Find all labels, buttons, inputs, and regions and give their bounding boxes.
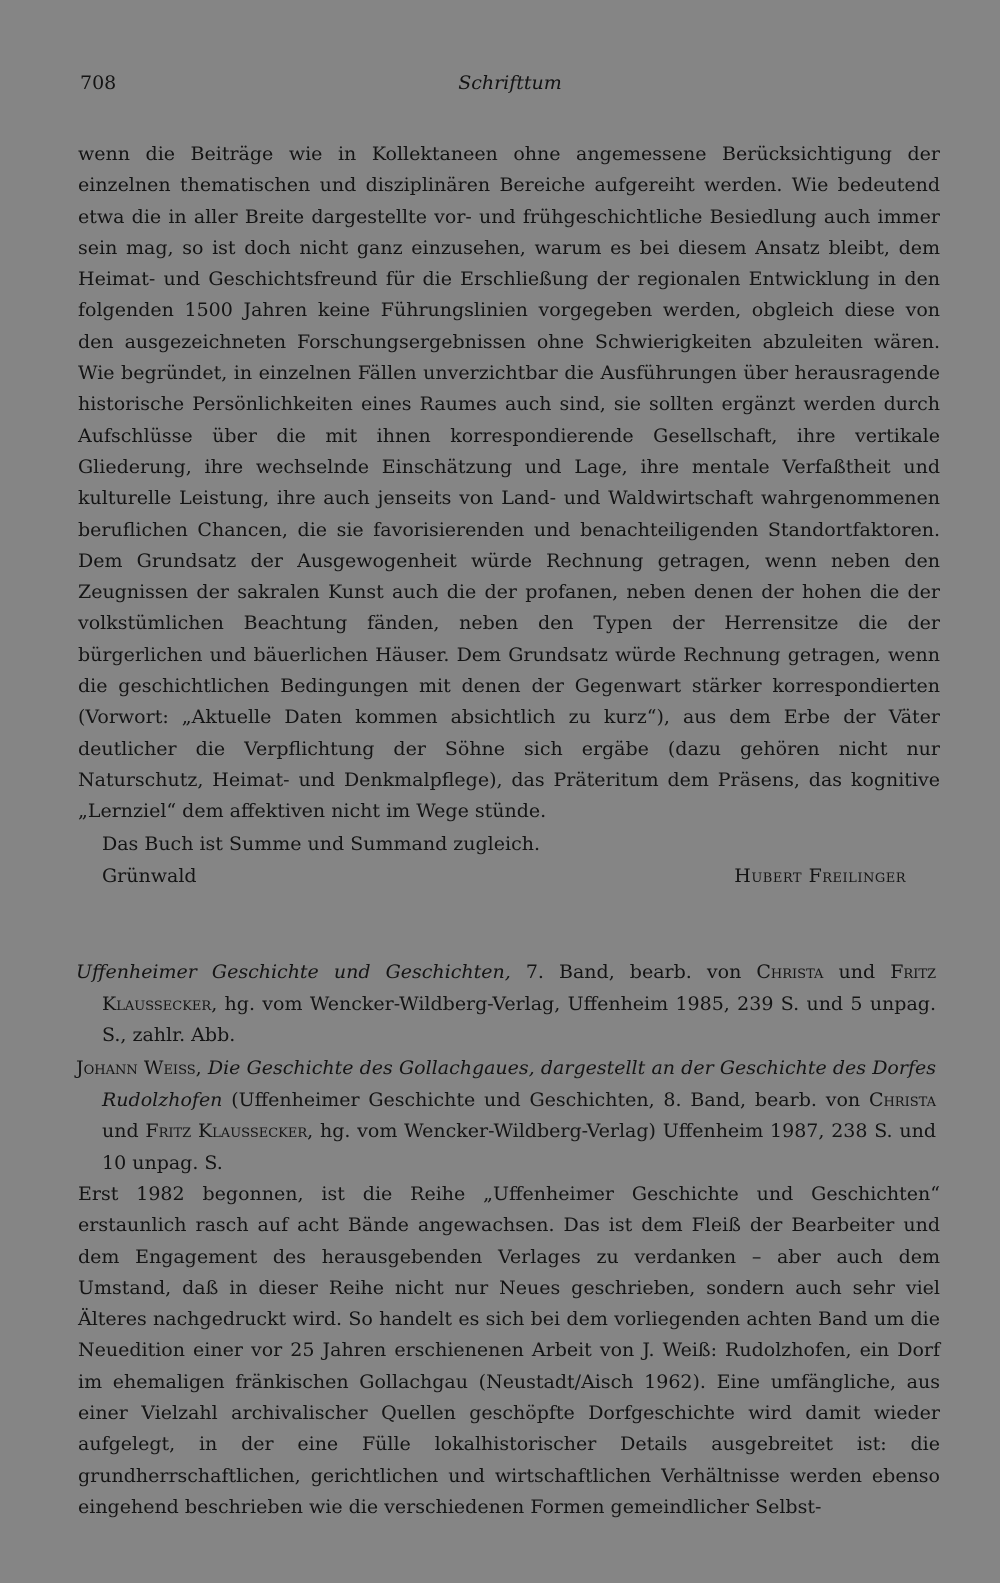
bib1-and: und	[823, 961, 891, 983]
bibliographic-entry-2	[76, 1053, 936, 1179]
review-closing-sentence: Das Buch ist Summe und Summand zugleich.	[102, 833, 540, 855]
bib2-rest: , hg. vom Wencker-Wildberg-Verlag) Uffenheim 1987, 238 S. und 10 unpag. S.	[102, 1120, 937, 1174]
second-review-body: Erst 1982 begonnen, ist die Reihe „Uffenheimer Geschichte und Geschichten“ erstaunlich rasch auf acht Bände angewachsen. Das ist dem Fleiß der Bearbeiter und dem Engagement des herausgebenden Verlages zu verdanken – aber auch dem Umstand, daß in dieser Reihe nicht nur Neues geschrieben, sondern auch sehr viel Älteres nachgedruckt wird. So handelt es sich bei dem vorliegenden achten Band um die Neuedition einer vor 25 Jahren erschienenen Arbeit von J. Weiß: Rudolzhofen, ein Dorf im ehemaligen fränkischen Gollachgau (Neustadt/Aisch 1962). Eine umfängliche, aus einer Vielzahl archivalischer Quellen geschöpfte Dorfgeschichte wird damit wieder aufgelegt, in der eine Fülle lokalhistorischer Details ausgebreitet ist: die grundherrschaftlichen, gerichtlichen und wirtschaftlichen Verhältnisse werden ebenso eingehend beschrieben wie die verschiedenen Formen gemeindlicher Selbst-	[78, 1183, 940, 1518]
bib1-title: Uffenheimer Geschichte und Geschichten,	[76, 961, 511, 983]
review-body-paragraph: wenn die Beiträge wie in Kollektaneen ohne angemessene Berücksichtigung der einzelnen thematischen und disziplinären Bereiche aufgereiht werden. Wie bedeutend etwa die in aller Breite dargestellte vor- und frühgeschichtliche Besiedlung auch immer sein mag, so ist doch nicht ganz einzusehen, warum es bei diesem Ansatz bleibt, dem Heimat- und Geschichtsfreund für die Erschließung der regionalen Entwicklung in den folgenden 1500 Jahren keine Führungslinien vorgegeben werden, obgleich diese von den ausgezeichneten Forschungsergebnissen ohne Schwierigkeiten abzuleiten wären. Wie begründet, in einzelnen Fällen unverzichtbar die Ausführungen über herausragende historische Persönlichkeiten eines Raumes auch sind, sie sollten ergänzt werden durch Aufschlüsse über die mit ihnen korrespondierende Gesellschaft, ihre vertikale Gliederung, ihre wechselnde Einschätzung und Lage, ihre mentale Verfaßtheit und kulturelle Leistung, ihre auch jenseits von Land- und Waldwirtschaft wahrgenommenen beruflichen Chancen, die sie favorisierenden und benachteiligenden Standortfaktoren. Dem Grundsatz der Ausgewogenheit würde Rechnung getragen, wenn neben den Zeugnissen der sakralen Kunst auch die der profanen, neben denen der hohen die der volkstümlichen Beachtung fänden, neben den Typen der Herrensitze die der bürgerlichen und bäuerlichen Häuser. Dem Grundsatz würde Rechnung getragen, wenn die geschichtlichen Bedingungen mit denen der Gegenwart stärker korrespondierten (Vorwort: „Aktuelle Daten kommen absichtlich zu kurz“), aus dem Erbe der Väter deutlicher die Verpflichtung der Söhne sich ergäbe (dazu gehören nicht nur Naturschutz, Heimat- und Denkmalpflege), das Präteritum dem Präsens, das kognitive „Lernziel“ dem affektiven nicht im Wege stünde.	[78, 143, 940, 823]
signature-author: Hubert Freilinger	[734, 865, 906, 887]
bib2-pre-editor: (Uffenheimer Geschichte und Geschichten, 8. Band, bearb. von	[222, 1088, 869, 1111]
page-number: 708	[80, 72, 117, 94]
running-title: Schrifttum	[458, 72, 562, 94]
signature-place: Grünwald	[102, 865, 197, 887]
bib1-editor2: Fritz Klaussecker	[102, 961, 937, 1015]
bib2-author: Johann Weiss,	[76, 1057, 202, 1079]
bib2-editor2: Fritz Klaussecker	[145, 1120, 308, 1142]
bib1-editor1: Christa	[756, 961, 824, 983]
bibliographic-entry-1	[76, 957, 936, 1052]
bib2-and: und	[102, 1120, 146, 1142]
bib2-title: Die Geschichte des Gollachgaues, dargestellt an der Geschichte des Dorfes Rudolzhofen	[102, 1057, 936, 1111]
bib2-editor1: Christa	[868, 1088, 936, 1111]
bib1-rest: , hg. vom Wencker-Wildberg-Verlag, Uffenheim 1985, 239 S. und 5 unpag. S., zahlr. Abb.	[102, 992, 936, 1046]
bib1-pre-editor: 7. Band, bearb. von	[510, 961, 757, 983]
